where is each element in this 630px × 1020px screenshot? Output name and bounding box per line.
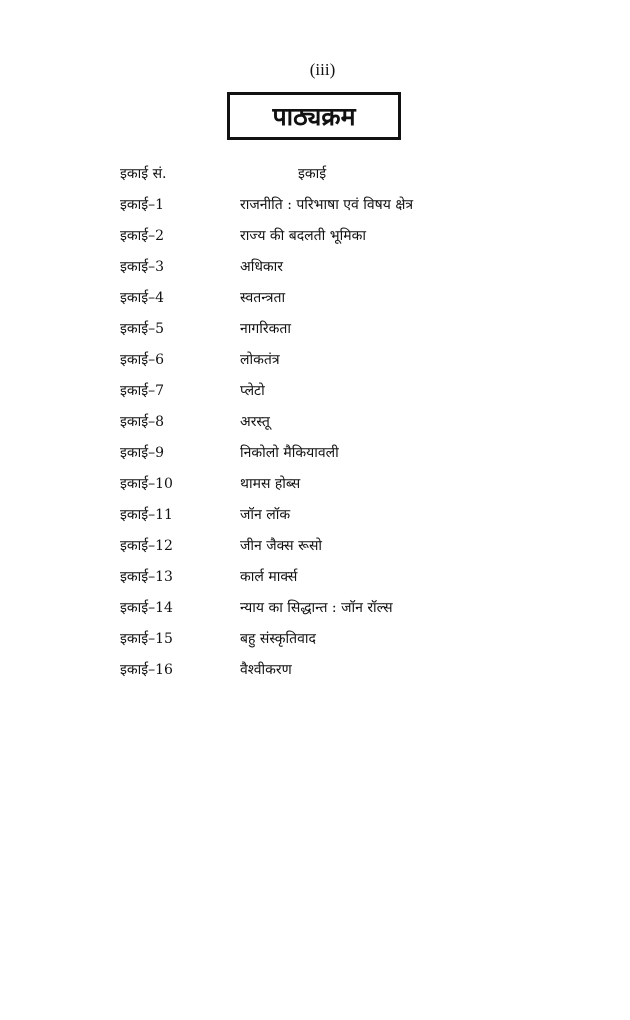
unit-number: इकाई–7 (120, 383, 165, 399)
unit-row (0, 286, 630, 310)
unit-title: बहु संस्कृतिवाद (240, 631, 316, 647)
unit-title: वैश्वीकरण (240, 662, 292, 678)
unit-row (0, 410, 630, 434)
unit-number: इकाई–8 (120, 414, 165, 430)
unit-row (0, 627, 630, 651)
unit-row (0, 596, 630, 620)
unit-number: इकाई–2 (120, 228, 165, 244)
unit-number: इकाई–11 (120, 507, 173, 523)
unit-row (0, 503, 630, 527)
unit-row (0, 534, 630, 558)
unit-title: जॉन लॉक (240, 507, 291, 523)
page-title: पाठ्यक्रम (272, 101, 356, 131)
unit-number: इकाई–1 (120, 197, 165, 213)
unit-row (0, 379, 630, 403)
unit-title: निकोलो मैकियावली (240, 445, 339, 461)
unit-number: इकाई–12 (120, 538, 173, 554)
unit-title: जीन जैक्स रूसो (240, 538, 323, 554)
page-number: (iii) (309, 60, 336, 79)
unit-row (0, 317, 630, 341)
unit-title: कार्ल मार्क्स (240, 569, 298, 585)
unit-number: इकाई–9 (120, 445, 165, 461)
unit-title: राज्य की बदलती भूमिका (240, 228, 366, 244)
unit-title-header: इकाई (298, 166, 327, 182)
unit-title: राजनीति : परिभाषा एवं विषय क्षेत्र (240, 197, 414, 213)
unit-number: इकाई–15 (120, 631, 173, 647)
unit-title: न्याय का सिद्धान्त : जॉन रॉल्स (240, 600, 393, 616)
unit-number: इकाई–6 (120, 352, 165, 368)
unit-title: प्लेटो (240, 383, 265, 399)
unit-row (0, 472, 630, 496)
unit-row (0, 441, 630, 465)
unit-number: इकाई–5 (120, 321, 165, 337)
unit-title: अधिकार (240, 259, 284, 275)
unit-number: इकाई–16 (120, 662, 173, 678)
unit-title: लोकतंत्र (240, 352, 280, 368)
unit-number: इकाई–3 (120, 259, 165, 275)
unit-title: स्वतन्त्रता (240, 290, 286, 306)
unit-row (0, 255, 630, 279)
unit-row (0, 565, 630, 589)
unit-number: इकाई–10 (120, 476, 173, 492)
unit-row (0, 348, 630, 372)
unit-number: इकाई–14 (120, 600, 173, 616)
unit-number: इकाई–4 (120, 290, 165, 306)
unit-title: अरस्तू (240, 414, 270, 430)
unit-number: इकाई–13 (120, 569, 173, 585)
unit-title: नागरिकता (240, 321, 291, 337)
unit-number-header: इकाई सं. (120, 166, 167, 182)
unit-row (0, 224, 630, 248)
unit-row (0, 193, 630, 217)
unit-row (0, 658, 630, 682)
unit-title: थामस होब्स (240, 476, 301, 492)
